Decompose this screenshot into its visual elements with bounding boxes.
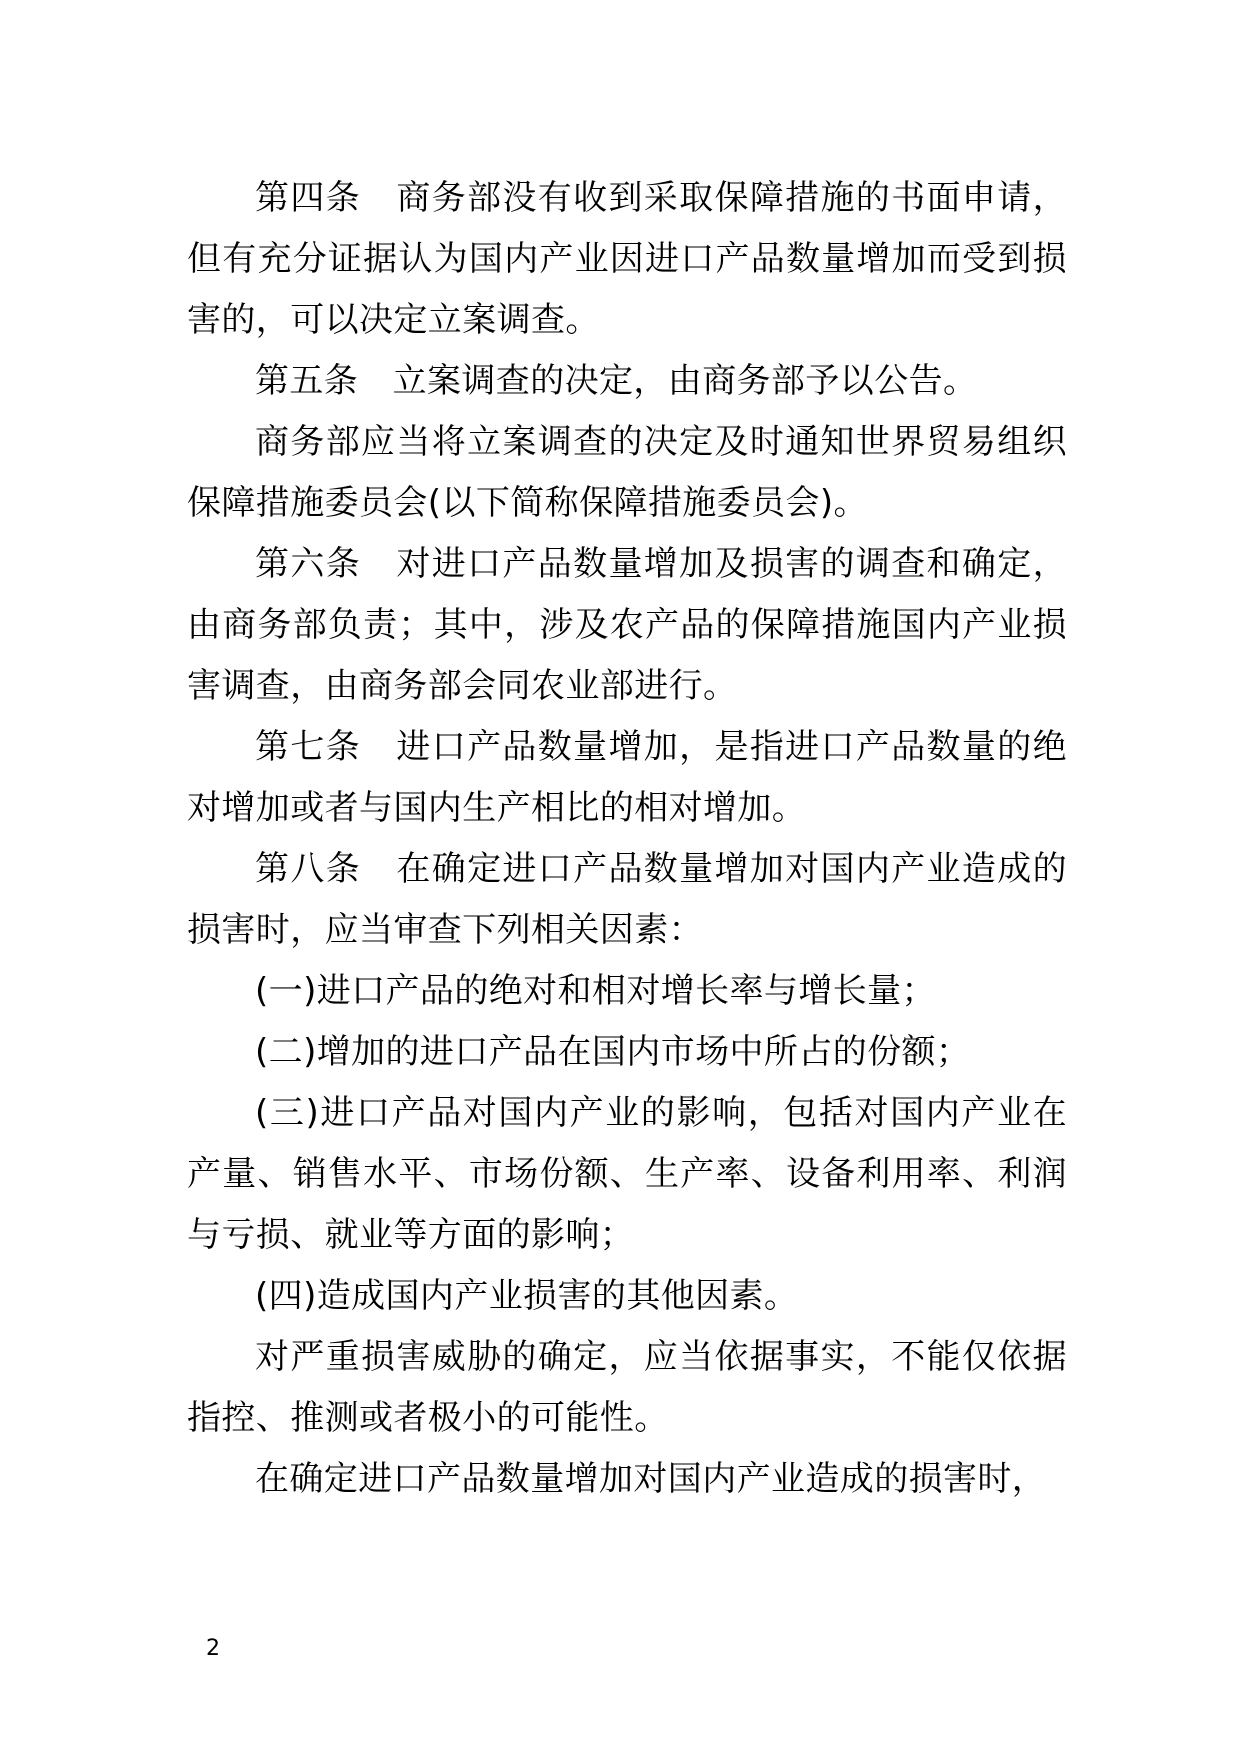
paragraph-article-5: 第五条 立案调查的决定，由商务部予以公告。 [255, 361, 978, 401]
page-number: 2 [206, 1636, 220, 1661]
paragraph-factor-1: (一)进口产品的绝对和相对增长率与增长量； [255, 971, 936, 1011]
paragraph-factor-4: (四)造成国内产业损害的其他因素。 [255, 1276, 799, 1316]
paragraph-article-4: 第四条 商务部没有收到采取保障措施的书面申请，但有充分证据认为国内产业因进口产品数量增加而受到损害的，可以决定立案调查。 [187, 178, 1067, 340]
paragraph-article-7: 第七条 进口产品数量增加，是指进口产品数量的绝对增加或者与国内生产相比的相对增加。 [187, 727, 1067, 828]
paragraph-factor-3: (三)进口产品对国内产业的影响，包括对国内产业在产量、销售水平、市场份额、生产率、设备利用率、利润与亏损、就业等方面的影响； [187, 1093, 1067, 1255]
paragraph-factor-2: (二)增加的进口产品在国内市场中所占的份额； [255, 1032, 971, 1072]
paragraph-continuation: 在确定进口产品数量增加对国内产业造成的损害时， [255, 1459, 1047, 1499]
paragraph-threat: 对严重损害威胁的确定，应当依据事实，不能仅依据指控、推测或者极小的可能性。 [187, 1337, 1067, 1438]
paragraph-article-8: 第八条 在确定进口产品数量增加对国内产业造成的损害时，应当审查下列相关因素： [187, 849, 1067, 950]
document-body [187, 168, 1067, 1510]
paragraph-article-6: 第六条 对进口产品数量增加及损害的调查和确定，由商务部负责；其中，涉及农产品的保障措施国内产业损害调查，由商务部会同农业部进行。 [187, 544, 1067, 706]
paragraph-notification: 商务部应当将立案调查的决定及时通知世界贸易组织保障措施委员会(以下简称保障措施委员会)。 [187, 422, 1067, 523]
